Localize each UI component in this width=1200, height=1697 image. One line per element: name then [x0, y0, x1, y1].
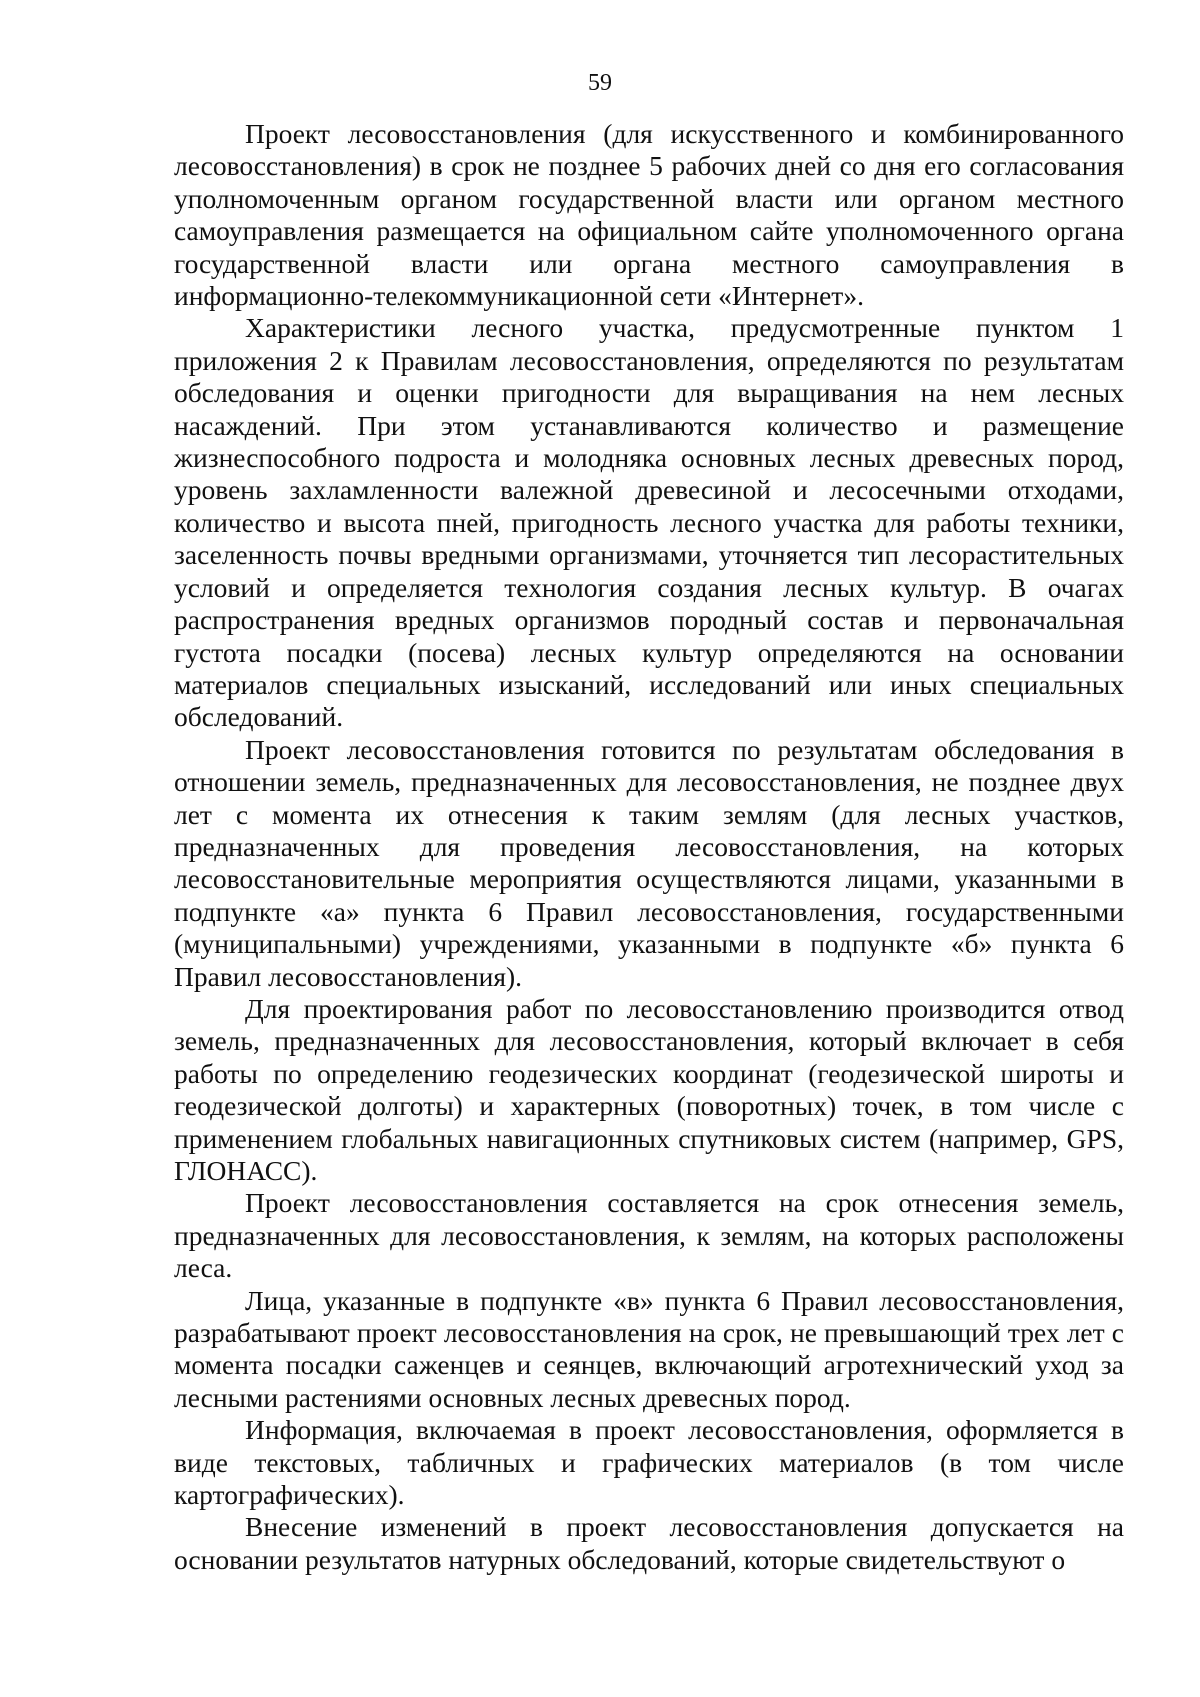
paragraph: Для проектирования работ по лесовосстановлению производится отвод земель, предназначенных для лесовосстановления, который включает в себя работы по определению геодезических координат (геодезической широты и геодезической долготы) и характерных (поворотных) точек, в том числе с применением глобальных навигационных спутниковых систем (например, GPS, ГЛОНАСС). [174, 992, 1124, 1186]
paragraph: Проект лесовосстановления (для искусственного и комбинированного лесовосстановления) в срок не позднее 5 рабочих дней со дня его согласования уполномоченным органом государственной власти или органом местного самоуправления размещается на официальном сайте уполномоченного органа государственной власти или органа местного самоуправления в информационно-телекоммуникационной сети «Интернет». [174, 118, 1124, 312]
paragraph: Внесение изменений в проект лесовосстановления допускается на основании результатов натурных обследований, которые свидетельствуют о [174, 1511, 1124, 1575]
paragraph: Характеристики лесного участка, предусмотренные пунктом 1 приложения 2 к Правилам лесовосстановления, определяются по результатам обследования и оценки пригодности для выращивания на нем лесных насаждений. При этом устанавливаются количество и размещение жизнеспособного подроста и молодняка основных лесных древесных пород, уровень захламленности валежной древесиной и лесосечными отходами, количество и высота пней, пригодность лесного участка для работы техники, заселенность почвы вредными организмами, уточняется тип лесорастительных условий и определяется технология создания лесных культур. В очагах распространения вредных организмов породный состав и первоначальная густота посадки (посева) лесных культур определяются на основании материалов специальных изысканий, исследований или иных специальных обследований. [174, 312, 1124, 733]
paragraph: Проект лесовосстановления готовится по результатам обследования в отношении земель, предназначенных для лесовосстановления, не позднее двух лет с момента их отнесения к таким землям (для лесных участков, предназначенных для проведения лесовосстановления, на которых лесовосстановительные мероприятия осуществляются лицами, указанными в подпункте «а» пункта 6 Правил лесовосстановления, государственными (муниципальными) учреждениями, указанными в подпункте «б» пункта 6 Правил лесовосстановления). [174, 733, 1124, 992]
page-number: 59 [588, 70, 612, 96]
paragraph: Лица, указанные в подпункте «в» пункта 6 Правил лесовосстановления, разрабатывают проект лесовосстановления на срок, не превышающий трех лет с момента посадки саженцев и сеянцев, включающий агротехнический уход за лесными растениями основных лесных древесных пород. [174, 1284, 1124, 1413]
document-body [174, 118, 1124, 1576]
paragraph: Информация, включаемая в проект лесовосстановления, оформляется в виде текстовых, табличных и графических материалов (в том числе картографических). [174, 1414, 1124, 1511]
paragraph: Проект лесовосстановления составляется на срок отнесения земель, предназначенных для лесовосстановления, к землям, на которых расположены леса. [174, 1187, 1124, 1284]
